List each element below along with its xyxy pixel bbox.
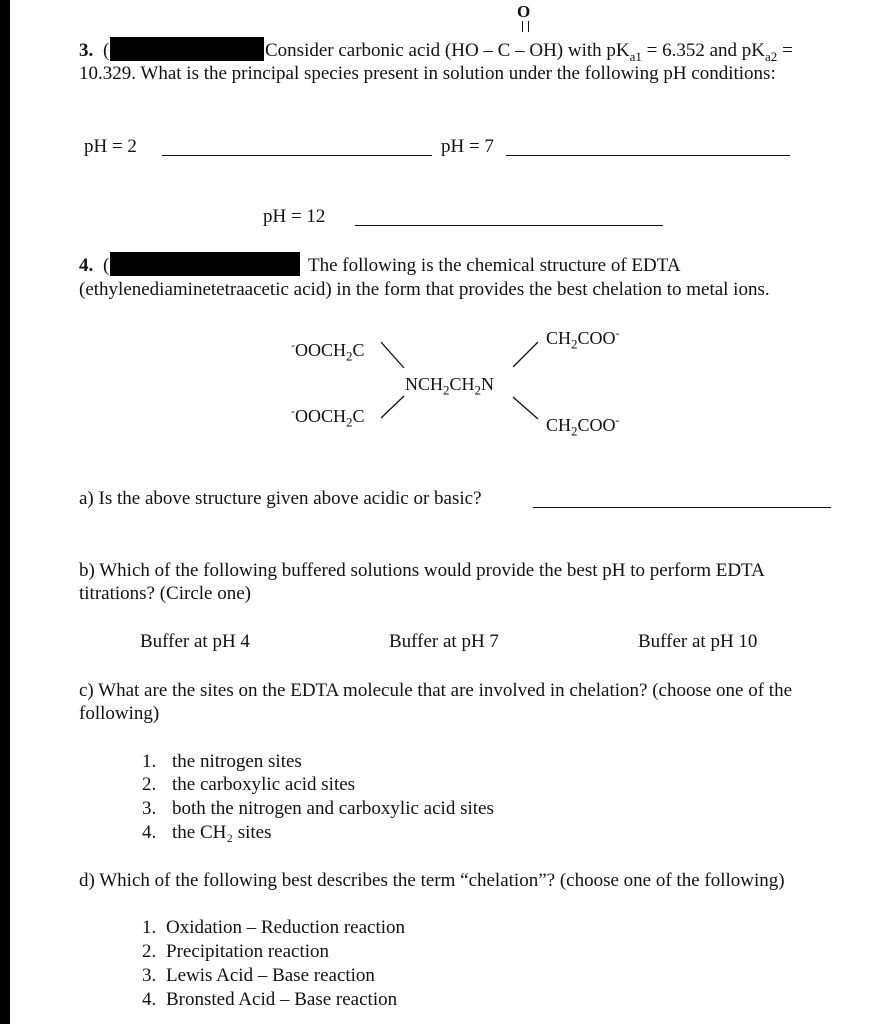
edta-top-right-group: $CH_2COO^-$ <box>546 326 620 352</box>
d-option-2[interactable]: Precipitation reaction <box>166 941 330 962</box>
q4a-text: a) Is the above structure given above acidic or basic? <box>79 488 482 509</box>
edta-center-chain: $NCH_2CH_2N$ <box>405 374 495 398</box>
q4b-line1: b) Which of the following buffered solutions would provide the best pH to perform EDTA <box>79 560 765 581</box>
bond-bottom-right <box>513 397 538 419</box>
edta-bottom-right-group: $CH_2COO^-$ <box>546 413 620 439</box>
d-option-1-number: 1. <box>142 917 157 938</box>
d-option-3[interactable]: Lewis Acid – Base reaction <box>166 965 375 986</box>
c-option-4-number: 4. <box>142 822 157 843</box>
q4-line2: (ethylenediaminetetraacetic acid) in the form that provides the best chelation to metal ions. <box>79 279 770 300</box>
q4a-answer-blank[interactable] <box>533 490 831 508</box>
c-option-3-number: 3. <box>142 798 157 819</box>
bond-bottom-left <box>381 396 404 418</box>
q4c-line2: following) <box>79 703 160 724</box>
c-option-2[interactable]: the carboxylic acid sites <box>172 774 356 795</box>
q3-paren: ( <box>103 40 110 61</box>
q4-paren: ( <box>103 255 110 276</box>
carbonyl-oxygen: O <box>517 2 531 21</box>
d-option-3-number: 3. <box>142 965 157 986</box>
ph7-label: pH = 7 <box>441 136 494 157</box>
c-option-3[interactable]: both the nitrogen and carboxylic acid sites <box>172 798 494 819</box>
ph12-label: pH = 12 <box>263 206 326 227</box>
bond-top-left <box>381 342 404 368</box>
buffer-ph7-option[interactable]: Buffer at pH 7 <box>389 631 499 652</box>
buffer-ph10-option[interactable]: Buffer at pH 10 <box>638 631 758 652</box>
q4b-line2: titrations? (Circle one) <box>79 583 251 604</box>
q4-number: 4. <box>79 255 94 276</box>
q3-number: 3. <box>79 40 94 61</box>
c-option-4[interactable]: the CH₂ sites <box>172 822 272 843</box>
bond-top-right <box>513 342 538 367</box>
ph2-label: pH = 2 <box>84 136 137 157</box>
q4-line1: The following is the chemical structure of EDTA <box>308 255 681 276</box>
d-option-1[interactable]: Oxidation – Reduction reaction <box>166 917 406 938</box>
q3-line2: 10.329. What is the principal species present in solution under the following pH conditions: <box>79 63 776 84</box>
q4d-text: d) Which of the following best describes the term “chelation”? (choose one of the following) <box>79 870 785 891</box>
q4c-line1: c) What are the sites on the EDTA molecule that are involved in chelation? (choose one of the <box>79 680 793 701</box>
edta-bottom-left-group: $^-OOCH_2C$ <box>291 404 365 430</box>
d-option-4-number: 4. <box>142 989 157 1010</box>
c-option-1[interactable]: the nitrogen sites <box>172 751 302 772</box>
buffer-ph4-option[interactable]: Buffer at pH 4 <box>140 631 250 652</box>
d-option-4[interactable]: Bronsted Acid – Base reaction <box>166 989 398 1010</box>
d-option-2-number: 2. <box>142 941 157 962</box>
c-option-2-number: 2. <box>142 774 157 795</box>
c-option-1-number: 1. <box>142 751 157 772</box>
edta-top-left-group: $^-OOCH_2C$ <box>291 338 365 364</box>
q3-line1: Consider carbonic acid (HO – C – OH) with $pK_{a1} = 6.352$ and $pK_{a2}$ = <box>265 40 793 64</box>
